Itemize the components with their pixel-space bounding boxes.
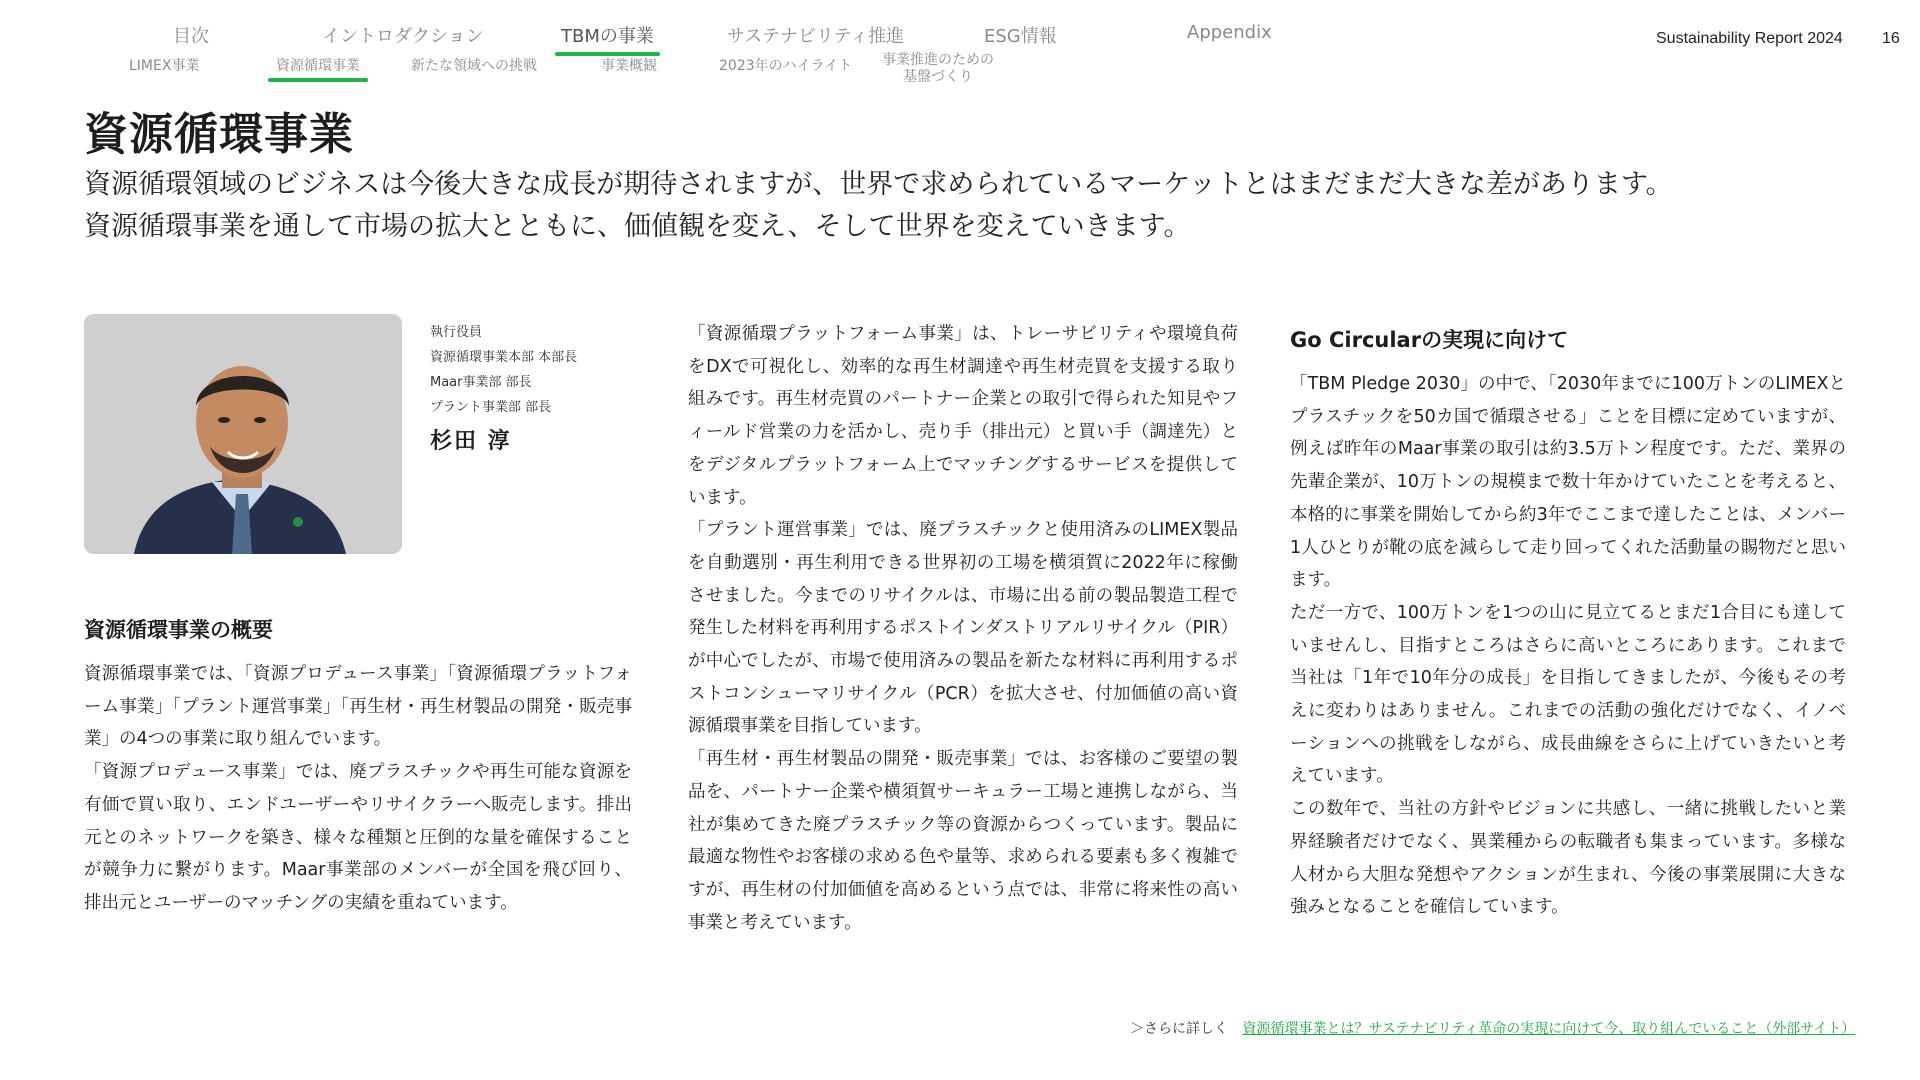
subnav-foundation-line2: 基盤づくり xyxy=(903,69,973,85)
page-title: 資源循環事業 xyxy=(84,109,354,160)
overview-body xyxy=(84,658,632,920)
right-paragraph: 「TBM Pledge 2030」の中で、「2030年までに100万トンのLIMEXとプラスチックを50カ国で循環させる」ことを目標に定めていますが、例えば昨年のMaar事業の取引は約3.5万トン程度です。ただ、業界の先輩企業が、10万トンの規模まで数十年かけていたことを考えると、本格的に事業を開始してから約3年でここまで達したことは、メンバー1人ひとりが靴の底を減らして走り回ってくれた活動量の賜物だと思います。 xyxy=(1290,374,1846,591)
page-number: 16 xyxy=(1882,30,1900,47)
subnav-foundation-line1: 事業推進のための xyxy=(882,52,994,68)
nav-contents[interactable]: 目次 xyxy=(173,26,209,47)
executive-info xyxy=(430,320,577,455)
executive-photo xyxy=(84,314,402,554)
external-site-link[interactable]: 資源循環事業とは？サステナビリティ革命の実現に向けて今、取り組んでいること（外部サイト） xyxy=(1242,1021,1856,1037)
top-navigation xyxy=(0,22,1400,52)
right-paragraph: ただ一方で、100万トンを1つの山に見立てるとまだ1合目にも達していませんし、目指すところはさらに高いところにあります。これまで当社は「1年で10年分の成長」を目指してきましたが、今後もその考えに変わりはありません。これまでの活動の強化だけでなく、イノベーションへの挑戦をしながら、成長曲線をさらに上げていきたいと考えています。 xyxy=(1290,602,1846,787)
middle-paragraph: 「資源循環プラットフォーム事業」は、トレーサビリティや環境負荷をDXで可視化し、効率的な再生材調達や再生材売買を支援する取り組みです。再生材売買のパートナー企業との取引で得られた知見やフィールド営業の力を活かし、売り手（排出元）と買い手（調達先）とをデジタルプラットフォーム上でマッチングするサービスを提供しています。 xyxy=(688,324,1238,508)
more-details-label: ＞さらに詳しく xyxy=(1130,1021,1228,1037)
nav-appendix[interactable]: Appendix xyxy=(1187,22,1272,43)
lead-line-2: 資源循環事業を通して市場の拡大とともに、価値観を変え、そして世界を変えていきます。 xyxy=(84,211,1191,242)
report-title: Sustainability Report 2024 xyxy=(1656,30,1843,47)
middle-body xyxy=(688,318,1238,939)
overview-paragraph: 資源循環事業では、「資源プロデュース事業」「資源循環プラットフォーム事業」「プラント運営事業」「再生材・再生材製品の開発・販売事業」の4つの事業に取り組んでいます。 xyxy=(84,664,632,750)
subnav-foundation[interactable] xyxy=(882,52,994,86)
executive-role: 執行役員 xyxy=(430,325,483,340)
go-circular-heading: Go Circularの実現に向けて xyxy=(1290,328,1569,352)
nav-tbm-business[interactable]: TBMの事業 xyxy=(561,22,654,48)
subnav-overview[interactable]: 事業概観 xyxy=(601,58,657,74)
subnav-limex[interactable]: LIMEX事業 xyxy=(129,58,200,74)
subnav-highlights[interactable]: 2023年のハイライト xyxy=(719,58,853,74)
subnav-new-domains[interactable]: 新たな領域への挑戦 xyxy=(411,58,537,74)
right-body xyxy=(1290,368,1846,924)
overview-paragraph: 「資源プロデュース事業」では、廃プラスチックや再生可能な資源を有価で買い取り、エンドユーザーやリサイクラーへ販売します。排出元とのネットワークを築き、様々な種類と圧倒的な量を確保することが競争力に繋がります。Maar事業部のメンバーが全国を飛び回り、排出元とユーザーのマッチングの実績を重ねています。 xyxy=(84,762,632,913)
overview-heading: 資源循環事業の概要 xyxy=(84,618,273,642)
executive-role: プラント事業部 部長 xyxy=(430,400,552,415)
right-paragraph: この数年で、当社の方針やビジョンに共感し、一緒に挑戦したいと業界経験者だけでなく、異業種からの転職者も集まっています。多様な人材から大胆な発想やアクションが生まれ、今後の事業展開に大きな強みとなることを確信しています。 xyxy=(1290,799,1846,918)
middle-paragraph: 「再生材・再生材製品の開発・販売事業」では、お客様のご要望の製品を、パートナー企業や横須賀サーキュラー工場と連携しながら、当社が集めてきた廃プラスチック等の資源からつくっています。製品に最適な物性やお客様の求める色や量等、求められる要素も多く複雑ですが、再生材の付加価値を高めるという点では、非常に将来性の高い事業と考えています。 xyxy=(688,749,1238,933)
nav-sustainability[interactable]: サステナビリティ推進 xyxy=(727,26,905,47)
subnav-resource-circulation[interactable]: 資源循環事業 xyxy=(276,58,360,74)
middle-paragraph: 「プラント運営事業」では、廃プラスチックと使用済みのLIMEX製品を自動選別・再生利用できる世界初の工場を横須賀に2022年に稼働させました。今までのリサイクルは、市場に出る前の製品製造工程で発生した材料を再利用するポストインダストリアルリサイクル（PIR）が中心でしたが、市場で使用済みの製品を新たな材料に再利用するポストコンシューマリサイクル（PCR）を拡大させ、付加価値の高い資源循環事業を目指しています。 xyxy=(688,520,1238,737)
nav-esg[interactable]: ESG情報 xyxy=(984,26,1057,47)
sub-navigation xyxy=(0,52,1400,88)
executive-role: 資源循環事業本部 本部長 xyxy=(430,350,578,365)
lead-line-1: 資源循環領域のビジネスは今後大きな成長が期待されますが、世界で求められているマーケットとはまだまだ大きな差があります。 xyxy=(84,169,1673,200)
executive-role: Maar事業部 部長 xyxy=(430,375,532,390)
executive-name: 杉田 淳 xyxy=(430,429,512,454)
footer xyxy=(1130,1018,1855,1038)
nav-introduction[interactable]: イントロダクション xyxy=(322,26,484,47)
